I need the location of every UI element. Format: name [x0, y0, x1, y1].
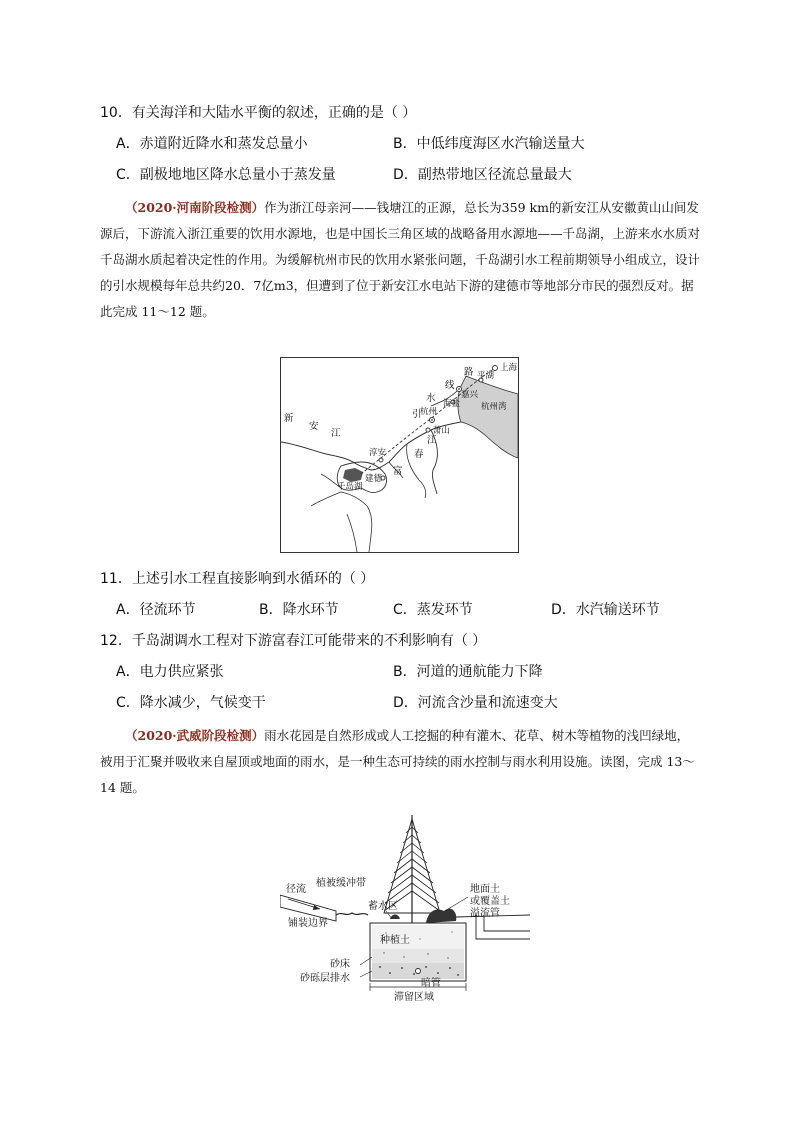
- xinan-river: [281, 442, 371, 470]
- label-qiandao-lake: 千岛湖: [337, 482, 363, 492]
- shrub: [426, 909, 456, 923]
- label-fu: 富: [393, 466, 403, 477]
- label-chunan: 淳安: [369, 448, 387, 458]
- label-underdrain: 暗管: [421, 978, 441, 989]
- question-10-option-c: C．副极地地区降水总量小于蒸发量: [116, 167, 336, 183]
- shanghai-marker: [493, 366, 498, 371]
- question-11-option-c: C．蒸发环节: [393, 602, 473, 618]
- label-surface-soil: 地面土: [470, 884, 500, 895]
- label-lu: 路: [464, 367, 474, 378]
- label-hangzhou-bay: 杭州湾: [481, 402, 507, 412]
- label-xian: 线: [445, 380, 455, 391]
- label-jiang-2: 江: [427, 435, 437, 446]
- label-shui: 水: [426, 393, 436, 404]
- question-12-option-c: C．降水减少，气候变干: [116, 695, 266, 711]
- label-chun: 春: [414, 449, 424, 460]
- label-paving-edge: 铺装边界: [288, 918, 328, 929]
- label-jiang-1: 江: [331, 428, 341, 439]
- label-haiyan: 海盐: [443, 399, 461, 409]
- label-overflow-pipe: 溢流管: [470, 908, 500, 919]
- question-10-option-d: D．副热带地区径流总量最大: [393, 167, 572, 183]
- label-or-cover-soil: 或覆盖土: [470, 896, 510, 907]
- label-runoff: 径流: [286, 884, 306, 895]
- chunan-marker: [379, 458, 383, 462]
- sand-bed-layer: [372, 949, 464, 963]
- passage-2: [100, 723, 700, 801]
- label-shanghai: 上海: [500, 363, 518, 373]
- question-11-option-d: D．水汽输送环节: [551, 602, 660, 618]
- label-jiande: 建德: [365, 474, 383, 484]
- label-hangzhou: 杭州: [420, 407, 438, 417]
- question-11-option-b: B．降水环节: [259, 602, 339, 618]
- passage-1: [100, 195, 700, 325]
- passage-1-source-tag: （2020·河南阶段检测）: [125, 200, 265, 215]
- question-11-option-a: A．径流环节: [116, 602, 196, 618]
- label-an: 安: [309, 421, 319, 432]
- question-12-option-d: D．河流含沙量和流速变大: [393, 695, 558, 711]
- question-11-stem: 11．上述引水工程直接影响到水循环的（ ）: [100, 571, 375, 587]
- label-storage-zone: 蓄水区: [368, 901, 398, 912]
- question-10-stem: 10．有关海洋和大陆水平衡的叙述，正确的是（ ）: [100, 105, 417, 121]
- rain-garden-diagram: [280, 815, 540, 1015]
- label-vegetation-buffer: 植被缓冲带: [316, 878, 366, 889]
- label-retention-area: 滞留区域: [394, 992, 434, 1003]
- label-yin: 引: [412, 409, 422, 420]
- question-12-option-a: A．电力供应紧张: [116, 664, 224, 680]
- qiandao-lake-map: [280, 357, 519, 553]
- passage-1-text: 作为浙江母亲河——钱塘江的正源，总长为359 km的新安江从安徽黄山山间发源后，下游流入浙江重要的饮用水源地，也是中国长三角区域的战略备用水源地——千岛湖，上游来水水质对千岛湖水质起着决定性的作用。为缓解杭州市民的饮用水紧张问题，千岛湖引水工程前期领导小组成立，设计的引水规模每年总共约20．7亿m3，但遭到了位于新安江水电站下游的建德市等地部分市民的强烈反对。据此完成 11～12 题。: [100, 200, 701, 319]
- underdrain-pipe: [416, 969, 421, 974]
- label-xin: 新: [284, 413, 294, 424]
- label-jiaxing: 嘉兴: [461, 390, 479, 400]
- qiandao-lake-water: [343, 468, 363, 482]
- question-12-option-b: B．河道的通航能力下降: [393, 664, 543, 680]
- label-sand-bed: 砂床: [330, 959, 350, 970]
- passage-2-source-tag: （2020·武威阶段检测）: [125, 728, 265, 743]
- label-pinghu: 平湖: [477, 371, 495, 381]
- label-xiaoshan: 萧山: [433, 426, 451, 436]
- label-planting-soil: 种植土: [380, 935, 410, 946]
- vegetation-buffer: [336, 913, 368, 915]
- hangzhou-bay-water: [458, 376, 518, 458]
- rain-garden-drawing: [280, 815, 540, 1015]
- question-10-option-b: B．中低纬度海区水汽输送量大: [393, 136, 585, 152]
- map-drawing: [281, 358, 518, 552]
- question-10-option-a: A．赤道附近降水和蒸发总量小: [116, 136, 308, 152]
- xiaoshan-marker: [426, 428, 430, 432]
- question-12-stem: 12．千岛湖调水工程对下游富春江可能带来的不利影响有（ ）: [100, 633, 487, 649]
- label-gravel-drainage: 砂砾层排水: [300, 973, 350, 984]
- passage-2-text: 雨水花园是自然形成或人工挖掘的种有灌木、花草、树木等植物的浅凹绿地，被用于汇聚并吸收来自屋顶或地面的雨水，是一种生态可持续的雨水控制与雨水利用设施。读图，完成 13～14 题。: [100, 728, 695, 795]
